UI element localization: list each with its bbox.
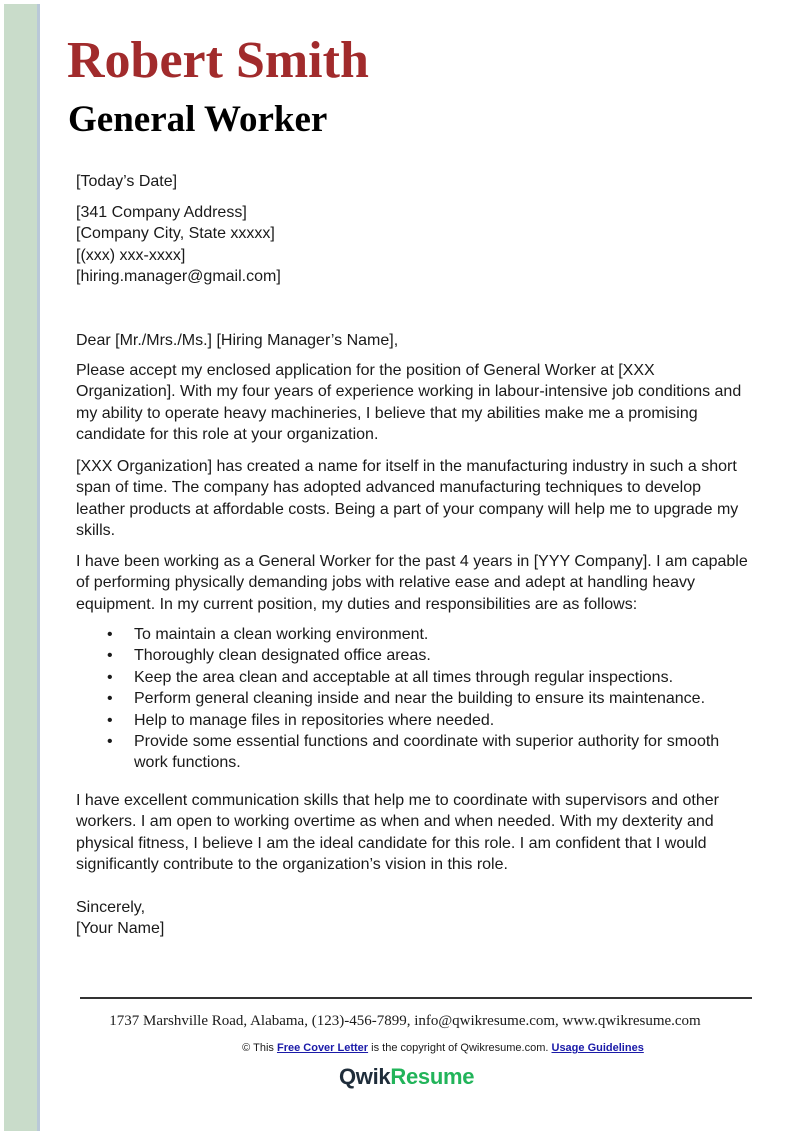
footer-address: 1737 Marshville Road, Alabama, (123)-456-7899, info@qwikresume.com, www.qwikresume.com xyxy=(109,1013,701,1029)
logo-part-resume: Resume xyxy=(390,1064,475,1089)
sidebar-band-edge xyxy=(37,4,40,1131)
recipient-phone: [(xxx) xxx-xxxx] xyxy=(76,246,186,264)
list-item: • Keep the area clean and acceptable at all times through regular inspections. xyxy=(134,667,752,688)
duties-list xyxy=(76,624,752,774)
free-cover-letter-link[interactable]: Free Cover Letter xyxy=(276,1042,369,1054)
copyright-middle: is the copyright of Qwikresume.com. xyxy=(371,1042,549,1054)
qwikresume-logo xyxy=(339,1064,474,1090)
recipient-city: [Company City, State xxxxx] xyxy=(76,225,275,243)
list-item: • Provide some essential functions and coordinate with superior authority for smooth work functions. xyxy=(134,731,752,774)
applicant-name: Robert Smith xyxy=(67,32,369,89)
list-item: • Thoroughly clean designated office areas. xyxy=(134,645,752,666)
job-title: General Worker xyxy=(68,99,328,140)
usage-guidelines-link[interactable]: Usage Guidelines xyxy=(551,1042,644,1054)
signature: [Your Name] xyxy=(76,920,165,938)
paragraph-2: [XXX Organization] has created a name for itself in the manufacturing industry in such a short span of time. The company has adopted advanced manufacturing techniques to develop leather products at affordable costs. Being a part of your company will help me to upgrade my skills. xyxy=(76,458,739,540)
paragraph-4: I have excellent communication skills that help me to coordinate with supervisors and other workers. I am open to working overtime as when and when needed. With my dexterity and physical fitness, I believe I am the ideal candidate for this role. I am confident that I would significantly contribute to the organization’s vision in this role. xyxy=(76,792,719,874)
copyright-notice xyxy=(0,1042,800,1054)
salutation: Dear [Mr./Mrs./Ms.] [Hiring Manager’s Name], xyxy=(76,332,399,349)
paragraph-1: Please accept my enclosed application for the position of General Worker at [XXX Organization]. With my four years of experience working in labour-intensive job conditions and my ability to operate heavy machineries, I believe that my abilities make me a promising candidate for this role at your organization. xyxy=(76,362,742,444)
recipient-block xyxy=(76,202,752,288)
list-item: • Perform general cleaning inside and near the building to ensure its maintenance. xyxy=(134,688,752,709)
footer-divider xyxy=(80,997,752,999)
closing-block xyxy=(76,897,752,940)
sidebar-band xyxy=(4,4,37,1131)
date: [Today’s Date] xyxy=(76,173,178,190)
closing: Sincerely, xyxy=(76,899,146,916)
recipient-email: [hiring.manager@gmail.com] xyxy=(76,268,281,286)
list-item: • To maintain a clean working environment. xyxy=(134,624,752,645)
logo-part-qwik: Qwik xyxy=(339,1064,391,1089)
list-item: • Help to manage files in repositories where needed. xyxy=(134,710,752,731)
copyright-prefix: © This xyxy=(242,1042,274,1054)
recipient-address: [341 Company Address] xyxy=(76,204,247,221)
paragraph-3: I have been working as a General Worker for the past 4 years in [YYY Company]. I am capable of performing physically demanding jobs with relative ease and adept at handling heavy equipment. In my current position, my duties and responsibilities are as follows: xyxy=(76,553,748,613)
